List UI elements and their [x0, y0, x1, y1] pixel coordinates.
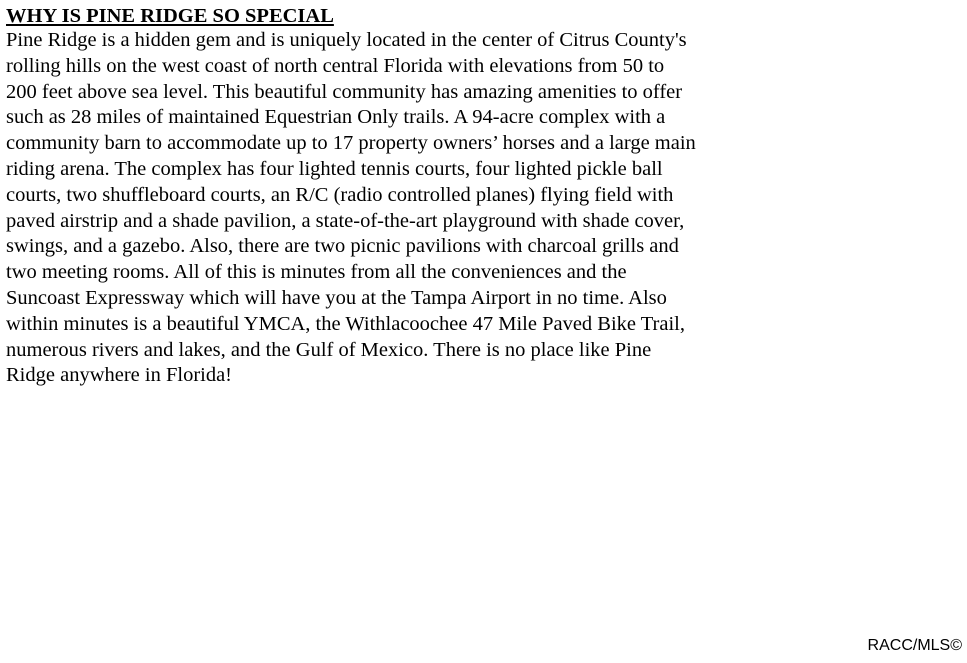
- body-line: such as 28 miles of maintained Equestrian Only trails. A 94-acre complex with a: [6, 106, 666, 129]
- document: [6, 4, 776, 389]
- body-line: Ridge anywhere in Florida!: [6, 364, 233, 387]
- mls-watermark: RACC/MLS©: [867, 637, 962, 654]
- body-line: Pine Ridge is a hidden gem and is uniquely located in the center of Citrus County's: [6, 29, 687, 51]
- body-line: riding arena. The complex has four lighted tennis courts, four lighted pickle ball: [6, 157, 663, 180]
- body-line: paved airstrip and a shade pavilion, a state-of-the-art playground with shade cover,: [6, 209, 685, 232]
- body-line: Suncoast Expressway which will have you at the Tampa Airport in no time. Also: [6, 286, 667, 309]
- body-line: 200 feet above sea level. This beautiful community has amazing amenities to offer: [6, 80, 683, 103]
- body-line: community barn to accommodate up to 17 property owners’ horses and a large main: [6, 132, 696, 155]
- document-heading: WHY IS PINE RIDGE SO SPECIAL: [6, 5, 334, 27]
- body-line: rolling hills on the west coast of north central Florida with elevations from 50 to: [6, 54, 665, 77]
- body-line: courts, two shuffleboard courts, an R/C (radio controlled planes) flying field with: [6, 183, 674, 206]
- document-body: [6, 28, 776, 389]
- body-line: within minutes is a beautiful YMCA, the Withlacoochee 47 Mile Paved Bike Trail,: [6, 312, 686, 335]
- body-line: numerous rivers and lakes, and the Gulf of Mexico. There is no place like Pine: [6, 338, 652, 361]
- body-line: swings, and a gazebo. Also, there are two picnic pavilions with charcoal grills and: [6, 235, 679, 258]
- body-line: two meeting rooms. All of this is minutes from all the conveniences and the: [6, 261, 627, 284]
